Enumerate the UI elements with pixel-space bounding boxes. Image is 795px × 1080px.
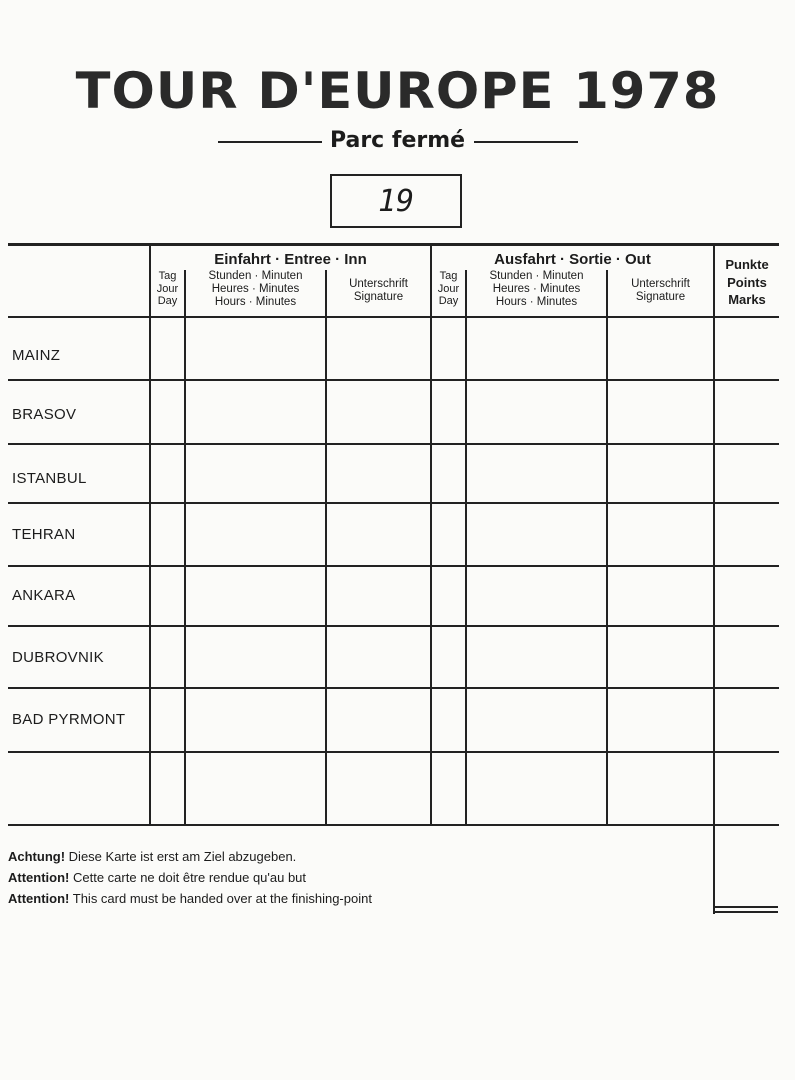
marks-total-rule: [713, 906, 778, 908]
row-rule: [8, 379, 779, 381]
row-rule: [8, 502, 779, 504]
col-rule: [184, 270, 186, 826]
city-label-brasov: BRASOV: [12, 406, 77, 423]
note-line-en: Attention! This card must be handed over at the finishing-point: [8, 891, 372, 906]
exit-group-header: Ausfahrt · Sortie · Out: [494, 251, 651, 268]
exit-time-header: Stunden · Minuten Heures · Minutes Hours · Minutes: [489, 270, 584, 309]
col-rule: [606, 270, 608, 826]
entry-group-header: Einfahrt · Entree · Inn: [214, 251, 367, 268]
note-line-de: Achtung! Diese Karte ist erst am Ziel abzugeben.: [8, 849, 297, 864]
card-number: 19: [377, 183, 415, 219]
city-label-istanbul: ISTANBUL: [12, 470, 87, 487]
city-label-ankara: ANKARA: [12, 587, 76, 604]
row-rule: [8, 443, 779, 445]
row-rule: [8, 565, 779, 567]
header-bottom-rule: [8, 316, 779, 318]
marks-header: Punkte Points Marks: [725, 257, 769, 308]
note-line-fr: Attention! Cette carte ne doit être rendue qu'au but: [8, 870, 307, 885]
exit-day-header: Tag Jour Day: [437, 270, 460, 308]
city-label-dubrovnik: DUBROVNIK: [12, 649, 104, 666]
marks-total-rule: [713, 911, 778, 913]
card-number-box[interactable]: [330, 174, 462, 228]
city-label-bad-pyrmont: BAD PYRMONT: [12, 711, 126, 728]
row-rule: [8, 751, 779, 753]
col-rule: [713, 244, 715, 914]
city-label-tehran: TEHRAN: [12, 526, 76, 543]
table-top-rule: [8, 243, 779, 246]
city-label-mainz: MAINZ: [12, 347, 61, 364]
row-rule: [8, 625, 779, 627]
col-rule: [149, 244, 151, 826]
subtitle-rule-right: [474, 141, 578, 143]
entry-signature-header: Unterschrift Signature: [349, 278, 408, 304]
entry-time-header: Stunden · Minuten Heures · Minutes Hours · Minutes: [208, 270, 303, 309]
col-rule: [430, 244, 432, 826]
table-bottom-rule: [8, 824, 779, 826]
exit-signature-header: Unterschrift Signature: [631, 278, 690, 304]
col-rule: [325, 270, 327, 826]
col-rule: [465, 270, 467, 826]
page-title: TOUR D'EUROPE 1978: [75, 62, 720, 120]
notes-block: [8, 846, 372, 909]
row-rule: [8, 687, 779, 689]
page-subtitle: Parc fermé: [329, 128, 466, 153]
entry-day-header: Tag Jour Day: [156, 270, 179, 308]
